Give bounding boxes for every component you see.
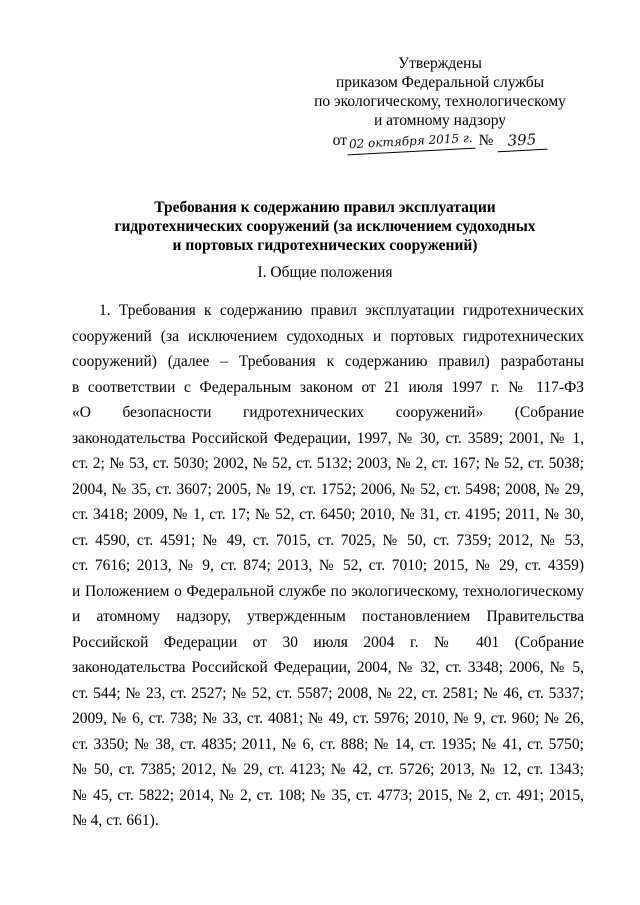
- paragraph-line: и Положением о Федеральной службе по экологическому, технологическому: [72, 582, 584, 600]
- paragraph-line: сооружений) (далее – Требования к содержанию правил) разработаны: [72, 353, 584, 370]
- title-line: Требования к содержанию правил эксплуатации: [154, 199, 496, 216]
- paragraph-line: сооружений (за исключением судоходных и портовых гидротехнических: [72, 327, 584, 345]
- paragraph-line: ст. 4590, ст. 4591; № 49, ст. 7015, ст. 7025, № 50, ст. 7359; 2012, № 53,: [72, 531, 584, 549]
- document-title: [60, 198, 590, 255]
- number-prefix: №: [478, 132, 494, 149]
- paragraph-line: ст. 7616; 2013, № 9, ст. 874; 2013, № 52, ст. 7010; 2015, № 29, ст. 4359): [72, 557, 584, 574]
- date-prefix: от: [332, 132, 347, 149]
- paragraph-line: № 4, ст. 661).: [72, 812, 159, 829]
- handwritten-date: 02 октября 2015 г.: [347, 129, 476, 156]
- paragraph-line: ст. 3350; № 38, ст. 4835; 2011, № 6, ст. 888; № 14, ст. 1935; № 41, ст. 5750;: [72, 735, 584, 753]
- title-line: и портовых гидротехнических сооружений): [172, 237, 478, 254]
- title-line: гидротехнических сооружений (за исключением судоходных: [114, 218, 536, 235]
- approval-line: и атомному надзору: [374, 112, 506, 129]
- paragraph-line: № 45, ст. 5822; 2014, № 2, ст. 108; № 35, ст. 4773; 2015, № 2, ст. 491; 2015,: [72, 786, 584, 804]
- approval-line: приказом Федеральной службы: [335, 74, 545, 91]
- paragraph-line: «О безопасности гидротехнических сооружений» (Собрание: [72, 404, 584, 421]
- paragraph-line: и атомному надзору, утвержденным постановлением Правительства: [72, 608, 584, 625]
- paragraph-line: 2009, № 6, ст. 738; № 33, ст. 4081; № 49, ст. 5976; 2010, № 9, ст. 960; № 26,: [72, 710, 584, 727]
- approval-line: Утверждены: [398, 55, 482, 72]
- paragraph-line: 1. Требования к содержанию правил эксплуатации гидротехнических: [99, 302, 584, 319]
- approval-date-line: [300, 131, 580, 152]
- approval-line: по экологическому, технологическому: [314, 93, 566, 110]
- paragraph-line: Российской Федерации от 30 июля 2004 г. № 401 (Собрание: [72, 633, 584, 651]
- paragraph-line: ст. 544; № 23, ст. 2527; № 52, ст. 5587; 2008, № 22, ст. 2581; № 46, ст. 5337;: [72, 684, 584, 702]
- paragraph-line: ст. 2; № 53, ст. 5030; 2002, № 52, ст. 5132; 2003, № 2, ст. 167; № 52, ст. 5038;: [72, 455, 584, 472]
- paragraph-line: в соответствии с Федеральным законом от 21 июля 1997 г. № 117-ФЗ: [72, 378, 584, 396]
- paragraph-line: 2004, № 35, ст. 3607; 2005, № 19, ст. 1752; 2006, № 52, ст. 5498; 2008, № 29,: [72, 480, 584, 498]
- paragraph-body: [72, 298, 584, 834]
- approval-block: [300, 54, 580, 152]
- paragraph-line: № 50, ст. 7385; 2012, № 29, ст. 4123; № 42, ст. 5726; 2013, № 12, ст. 1343;: [72, 761, 584, 778]
- paragraph-line: ст. 3418; 2009, № 1, ст. 17; № 52, ст. 6450; 2010, № 31, ст. 4195; 2011, № 30,: [72, 506, 584, 523]
- handwritten-number: 395: [497, 130, 548, 153]
- paragraph-line: законодательства Российской Федерации, 1997, № 30, ст. 3589; 2001, № 1,: [72, 429, 584, 447]
- paragraph-line: законодательства Российской Федерации, 2004, № 32, ст. 3348; 2006, № 5,: [72, 659, 584, 676]
- section-heading: I. Общие положения: [257, 264, 393, 281]
